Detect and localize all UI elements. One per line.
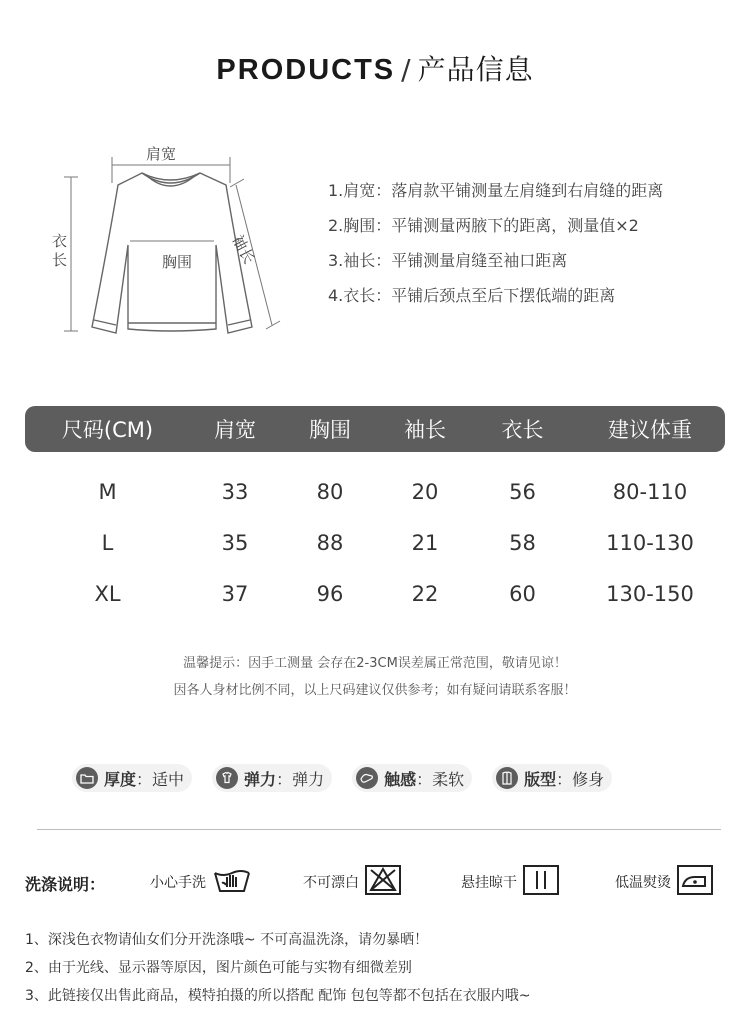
measurement-tips — [0, 650, 750, 704]
title-separator: / — [401, 53, 412, 86]
touch-icon — [356, 767, 378, 789]
feature-touch-value: 柔软 — [432, 769, 465, 789]
col-header-size: 尺码(CM) — [61, 418, 154, 442]
footer-line-3: 3、此链接仅出售此商品，模特拍摄的所以搭配 配饰 包包等都不包括在衣服内哦~ — [25, 988, 531, 1004]
sleeve-label: 袖长 — [228, 231, 259, 267]
low-iron-icon — [677, 865, 713, 899]
elasticity-icon — [216, 767, 238, 789]
wash-label: 低温熨烫 — [615, 875, 671, 891]
feature-fit — [492, 764, 612, 792]
measurement-diagram — [40, 135, 300, 350]
hang-dry-icon — [523, 865, 559, 899]
feature-touch — [352, 764, 472, 792]
page-title — [0, 48, 750, 88]
washing-instructions — [25, 864, 735, 904]
feature-fit-value: 修身 — [572, 769, 605, 789]
feature-thickness-value: 适中 — [152, 769, 185, 789]
cell-weight: 80-110 — [612, 479, 688, 504]
table-row — [25, 517, 725, 568]
feature-fit-key: 版型 — [524, 769, 557, 789]
col-header-chest: 胸围 — [309, 418, 351, 442]
cell-chest: 80 — [316, 479, 344, 504]
feature-thickness — [72, 764, 192, 792]
table-row — [25, 568, 725, 619]
cell-sleeve: 20 — [411, 479, 439, 504]
wash-item-low-iron — [615, 864, 713, 900]
wash-label: 小心手洗 — [150, 875, 206, 891]
cell-length: 56 — [509, 479, 536, 504]
cell-shoulder: 33 — [221, 479, 249, 504]
cell-weight: 110-130 — [606, 530, 694, 555]
wash-label: 不可漂白 — [303, 875, 359, 891]
fabric-features — [72, 764, 612, 792]
footer-notes — [25, 926, 531, 1010]
feature-sep: ： — [276, 769, 293, 789]
cell-chest: 96 — [316, 581, 344, 606]
col-header-weight: 建议体重 — [608, 418, 692, 442]
feature-sep: ： — [416, 769, 433, 789]
cell-size: L — [101, 530, 114, 555]
chest-label: 胸围 — [162, 253, 193, 271]
note-length: 4.衣长：平铺后颈点至后下摆低端的距离 — [328, 286, 616, 305]
cell-length: 60 — [509, 581, 536, 606]
cell-shoulder: 37 — [221, 581, 249, 606]
length-label: 衣长 — [50, 233, 68, 271]
washing-title: 洗涤说明： — [25, 875, 106, 894]
col-header-shoulder: 肩宽 — [214, 418, 256, 442]
feature-sep: ： — [136, 769, 153, 789]
cell-length: 58 — [509, 530, 536, 555]
cell-chest: 88 — [316, 530, 344, 555]
wash-item-hand-wash — [150, 864, 252, 900]
col-header-sleeve: 袖长 — [404, 418, 446, 442]
wash-label: 悬挂晾干 — [461, 875, 517, 891]
note-shoulder: 1.肩宽：落肩款平铺测量左肩缝到右肩缝的距离 — [328, 181, 664, 200]
hand-wash-icon — [212, 865, 252, 899]
size-table-header — [25, 406, 725, 452]
feature-thickness-key: 厚度 — [104, 769, 137, 789]
size-table-body — [25, 466, 725, 619]
thickness-icon — [76, 767, 98, 789]
footer-line-2: 2、由于光线、显示器等原因，图片颜色可能与实物有细微差别 — [25, 960, 412, 976]
feature-elasticity-key: 弹力 — [244, 769, 277, 789]
note-sleeve: 3.袖长：平铺测量肩缝至袖口距离 — [328, 251, 568, 270]
feature-elasticity-value: 弹力 — [292, 769, 325, 789]
tip-line-1: 温馨提示：因手工测量 会存在2-3CM误差属正常范围，敬请见谅！ — [183, 656, 567, 671]
no-bleach-icon — [365, 865, 401, 899]
wash-item-hang-dry — [461, 864, 559, 900]
fit-icon — [496, 767, 518, 789]
measurement-notes — [328, 178, 663, 318]
cell-size: M — [98, 479, 117, 504]
cell-weight: 130-150 — [606, 581, 694, 606]
cell-size: XL — [94, 581, 121, 606]
feature-elasticity — [212, 764, 332, 792]
table-row — [25, 466, 725, 517]
col-header-length: 衣长 — [501, 418, 544, 442]
feature-sep: ： — [556, 769, 573, 789]
shoulder-label: 肩宽 — [146, 145, 177, 163]
feature-touch-key: 触感 — [384, 769, 417, 789]
note-chest: 2.胸围：平铺测量两腋下的距离，测量值×2 — [328, 216, 639, 235]
cell-sleeve: 22 — [411, 581, 439, 606]
tip-line-2: 因各人身材比例不同，以上尺码建议仅供参考；如有疑问请联系客服！ — [173, 683, 577, 698]
wash-item-no-bleach — [303, 864, 401, 900]
title-english: PRODUCTS — [216, 54, 396, 86]
sweater-outline-icon — [40, 135, 300, 350]
title-chinese: 产品信息 — [417, 53, 534, 86]
cell-sleeve: 21 — [411, 530, 439, 555]
footer-line-1: 1、深浅色衣物请仙女们分开洗涤哦~ 不可高温洗涤，请勿暴晒！ — [25, 932, 429, 948]
section-divider — [37, 829, 721, 830]
cell-shoulder: 35 — [221, 530, 249, 555]
